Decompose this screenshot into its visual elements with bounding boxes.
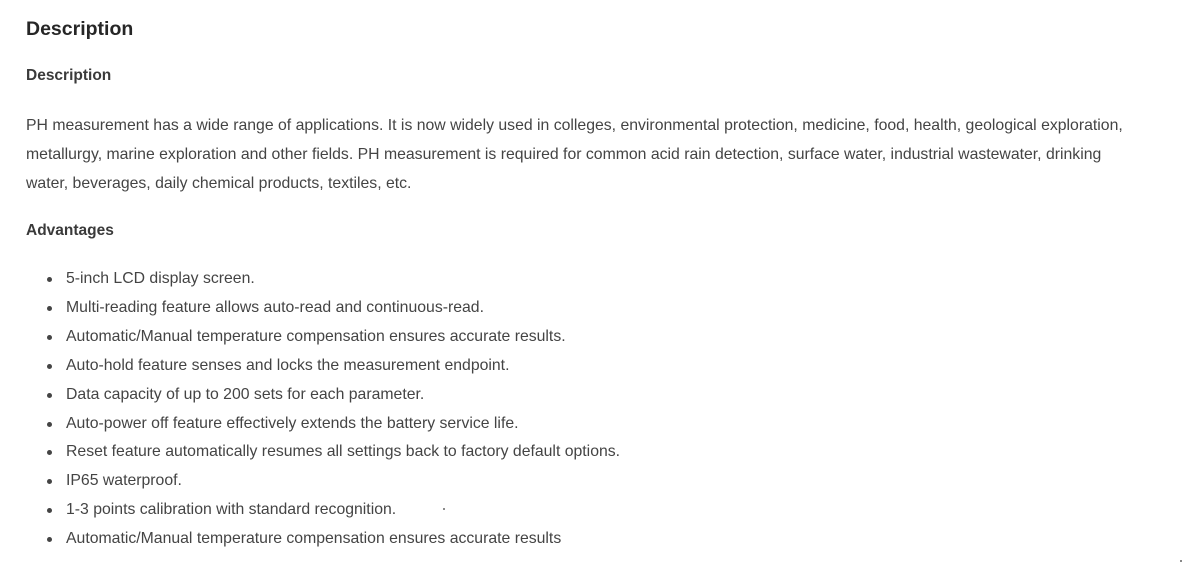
advantage-item-text: Auto-power off feature effectively extends the battery service life. bbox=[66, 414, 519, 432]
advantage-item bbox=[66, 467, 620, 496]
advantages-heading: Advantages bbox=[26, 222, 114, 239]
advantage-item-text: Automatic/Manual temperature compensation ensures accurate results bbox=[66, 530, 562, 548]
advantage-item bbox=[66, 323, 620, 352]
bullet-icon bbox=[47, 306, 52, 311]
stray-dot bbox=[443, 508, 445, 510]
description-text: PH measurement has a wide range of applications. It is now widely used in colleges, environmental protection, medicine, food, health, geological exploration, metallurgy, marine exploration and other fields. PH measurement is required for common acid rain detection, surface water, industrial wastewater, drinking water, beverages, daily chemical products, textiles, etc. bbox=[26, 117, 1123, 192]
bullet-icon bbox=[47, 450, 52, 455]
advantage-item-text: IP65 waterproof. bbox=[66, 472, 182, 490]
advantage-item-text: 5-inch LCD display screen. bbox=[66, 270, 255, 287]
bullet-icon bbox=[47, 335, 52, 340]
advantage-item bbox=[66, 294, 620, 323]
advantage-item bbox=[66, 525, 620, 554]
advantage-item-text: Multi-reading feature allows auto-read and continuous-read. bbox=[66, 298, 484, 316]
advantage-item bbox=[66, 496, 620, 525]
advantage-item bbox=[66, 410, 620, 439]
bullet-icon bbox=[47, 364, 52, 369]
advantages-list bbox=[26, 265, 620, 554]
bullet-icon bbox=[47, 537, 52, 542]
advantage-item bbox=[66, 265, 620, 294]
description-heading: Description bbox=[26, 67, 112, 84]
advantage-item-text: Automatic/Manual temperature compensation ensures accurate results. bbox=[66, 327, 566, 345]
advantage-item-text: Auto-hold feature senses and locks the measurement endpoint. bbox=[66, 356, 510, 374]
section-title: Description bbox=[26, 18, 134, 40]
bullet-icon bbox=[47, 508, 52, 513]
bullet-icon bbox=[47, 479, 52, 484]
bullet-icon bbox=[47, 422, 52, 427]
advantage-item-text: Reset feature automatically resumes all settings back to factory default options. bbox=[66, 443, 621, 461]
advantage-item bbox=[66, 381, 620, 410]
advantage-item bbox=[66, 438, 620, 467]
corner-dot bbox=[1180, 560, 1182, 562]
bullet-icon bbox=[47, 393, 52, 398]
bullet-icon bbox=[47, 277, 52, 282]
advantage-item bbox=[66, 352, 620, 381]
advantage-item-text: Data capacity of up to 200 sets for each parameter. bbox=[66, 385, 425, 403]
advantage-item-text: 1-3 points calibration with standard recognition. bbox=[66, 501, 397, 519]
